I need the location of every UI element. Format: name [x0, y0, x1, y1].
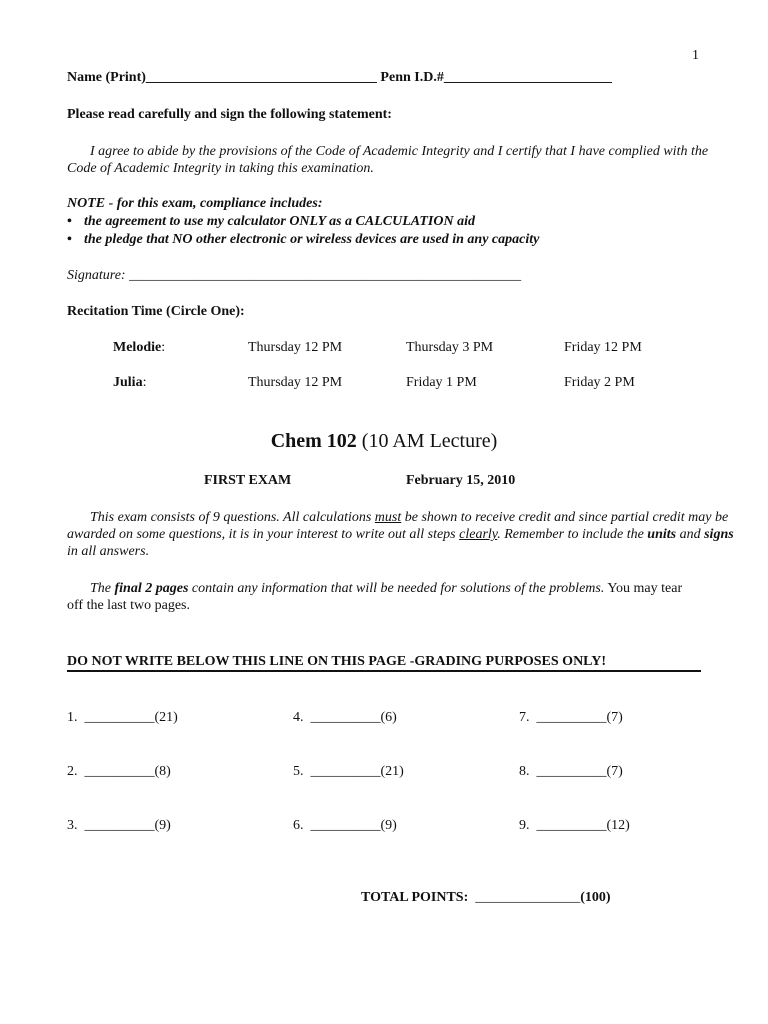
grading-heading: DO NOT WRITE BELOW THIS LINE ON THIS PAGE -GRADING PURPOSES ONLY! — [67, 654, 606, 669]
grade-item: 1. __________(21) — [67, 710, 178, 725]
bullet-icon: • — [67, 214, 72, 229]
signature-blank[interactable]: ________________________________________________________ — [129, 268, 522, 283]
recitation-ta: Melodie: — [113, 340, 166, 355]
grade-blank[interactable]: __________ — [84, 818, 155, 833]
note-heading: NOTE - for this exam, compliance includes: — [67, 196, 323, 211]
recitation-time-option[interactable]: Friday 2 PM — [564, 375, 635, 390]
note-bullet-item — [67, 231, 539, 249]
name-blank[interactable]: _________________________________ — [145, 70, 377, 85]
recitation-time-option[interactable]: Thursday 12 PM — [248, 375, 343, 390]
lecture-label: (10 AM Lecture) — [361, 430, 498, 452]
bullet-text: the agreement to use my calculator ONLY as a CALCULATION aid — [84, 214, 475, 229]
note-bullet-list — [67, 213, 539, 249]
grade-item: 4. __________(6) — [293, 710, 397, 725]
course-title — [0, 429, 768, 453]
recitation-time-option[interactable]: Friday 1 PM — [406, 375, 477, 390]
grade-item: 8. __________(7) — [519, 764, 623, 779]
recitation-heading: Recitation Time (Circle One): — [67, 304, 245, 319]
grade-item: 6. __________(9) — [293, 818, 397, 833]
recitation-time-option[interactable]: Friday 12 PM — [564, 340, 642, 355]
recitation-time-option[interactable]: Thursday 12 PM — [248, 340, 343, 355]
name-label: Name (Print) — [67, 70, 146, 85]
bullet-text: the pledge that NO other electronic or wireless devices are used in any capacity — [84, 232, 540, 247]
grade-item: 5. __________(21) — [293, 764, 404, 779]
total-points — [361, 889, 611, 907]
recitation-time-option[interactable]: Thursday 3 PM — [406, 340, 494, 355]
exam-name: FIRST EXAM — [204, 473, 292, 488]
grade-blank[interactable]: __________ — [536, 764, 607, 779]
total-blank[interactable]: _______________ — [475, 890, 581, 905]
bullet-icon: • — [67, 232, 72, 247]
grade-item: 7. __________(7) — [519, 710, 623, 725]
note-bullet-item — [67, 213, 539, 231]
grade-blank[interactable]: __________ — [310, 818, 381, 833]
grade-blank[interactable]: __________ — [310, 764, 381, 779]
grade-blank[interactable]: __________ — [536, 818, 607, 833]
grade-item: 3. __________(9) — [67, 818, 171, 833]
grade-blank[interactable]: __________ — [536, 710, 607, 725]
grade-item: 2. __________(8) — [67, 764, 171, 779]
instructions-paragraph: This exam consists of 9 questions. All calculations must be shown to receive credit and since partial credit may be awarded on some questions, it is in your interest to write out all steps clearly. Remember to include the units and signs in all answers. — [67, 510, 734, 559]
integrity-statement: I agree to abide by the provisions of the Code of Academic Integrity and I certify that I have complied with the Code of Academic Integrity in taking this examination. — [67, 144, 709, 176]
total-max: (100) — [580, 890, 611, 905]
pennid-blank[interactable]: ________________________ — [443, 70, 612, 85]
pennid-label: Penn I.D.# — [380, 70, 444, 85]
grade-blank[interactable]: __________ — [84, 710, 155, 725]
name-line — [67, 69, 612, 87]
exam-date: February 15, 2010 — [406, 473, 516, 488]
grade-item: 9. __________(12) — [519, 818, 630, 833]
signature-line — [67, 267, 521, 285]
page-number: 1 — [692, 48, 699, 63]
grading-divider — [67, 670, 701, 672]
final-pages-paragraph: The final 2 pages contain any information that will be needed for solutions of the problems. You may tear off the last two pages. — [67, 581, 683, 613]
statement-heading: Please read carefully and sign the following statement: — [67, 107, 392, 122]
total-label: TOTAL POINTS: — [361, 890, 469, 905]
grade-blank[interactable]: __________ — [84, 764, 155, 779]
recitation-ta: Julia: — [113, 375, 147, 390]
grade-blank[interactable]: __________ — [310, 710, 381, 725]
signature-label: Signature: — [67, 268, 126, 283]
course-name: Chem 102 — [270, 430, 357, 452]
